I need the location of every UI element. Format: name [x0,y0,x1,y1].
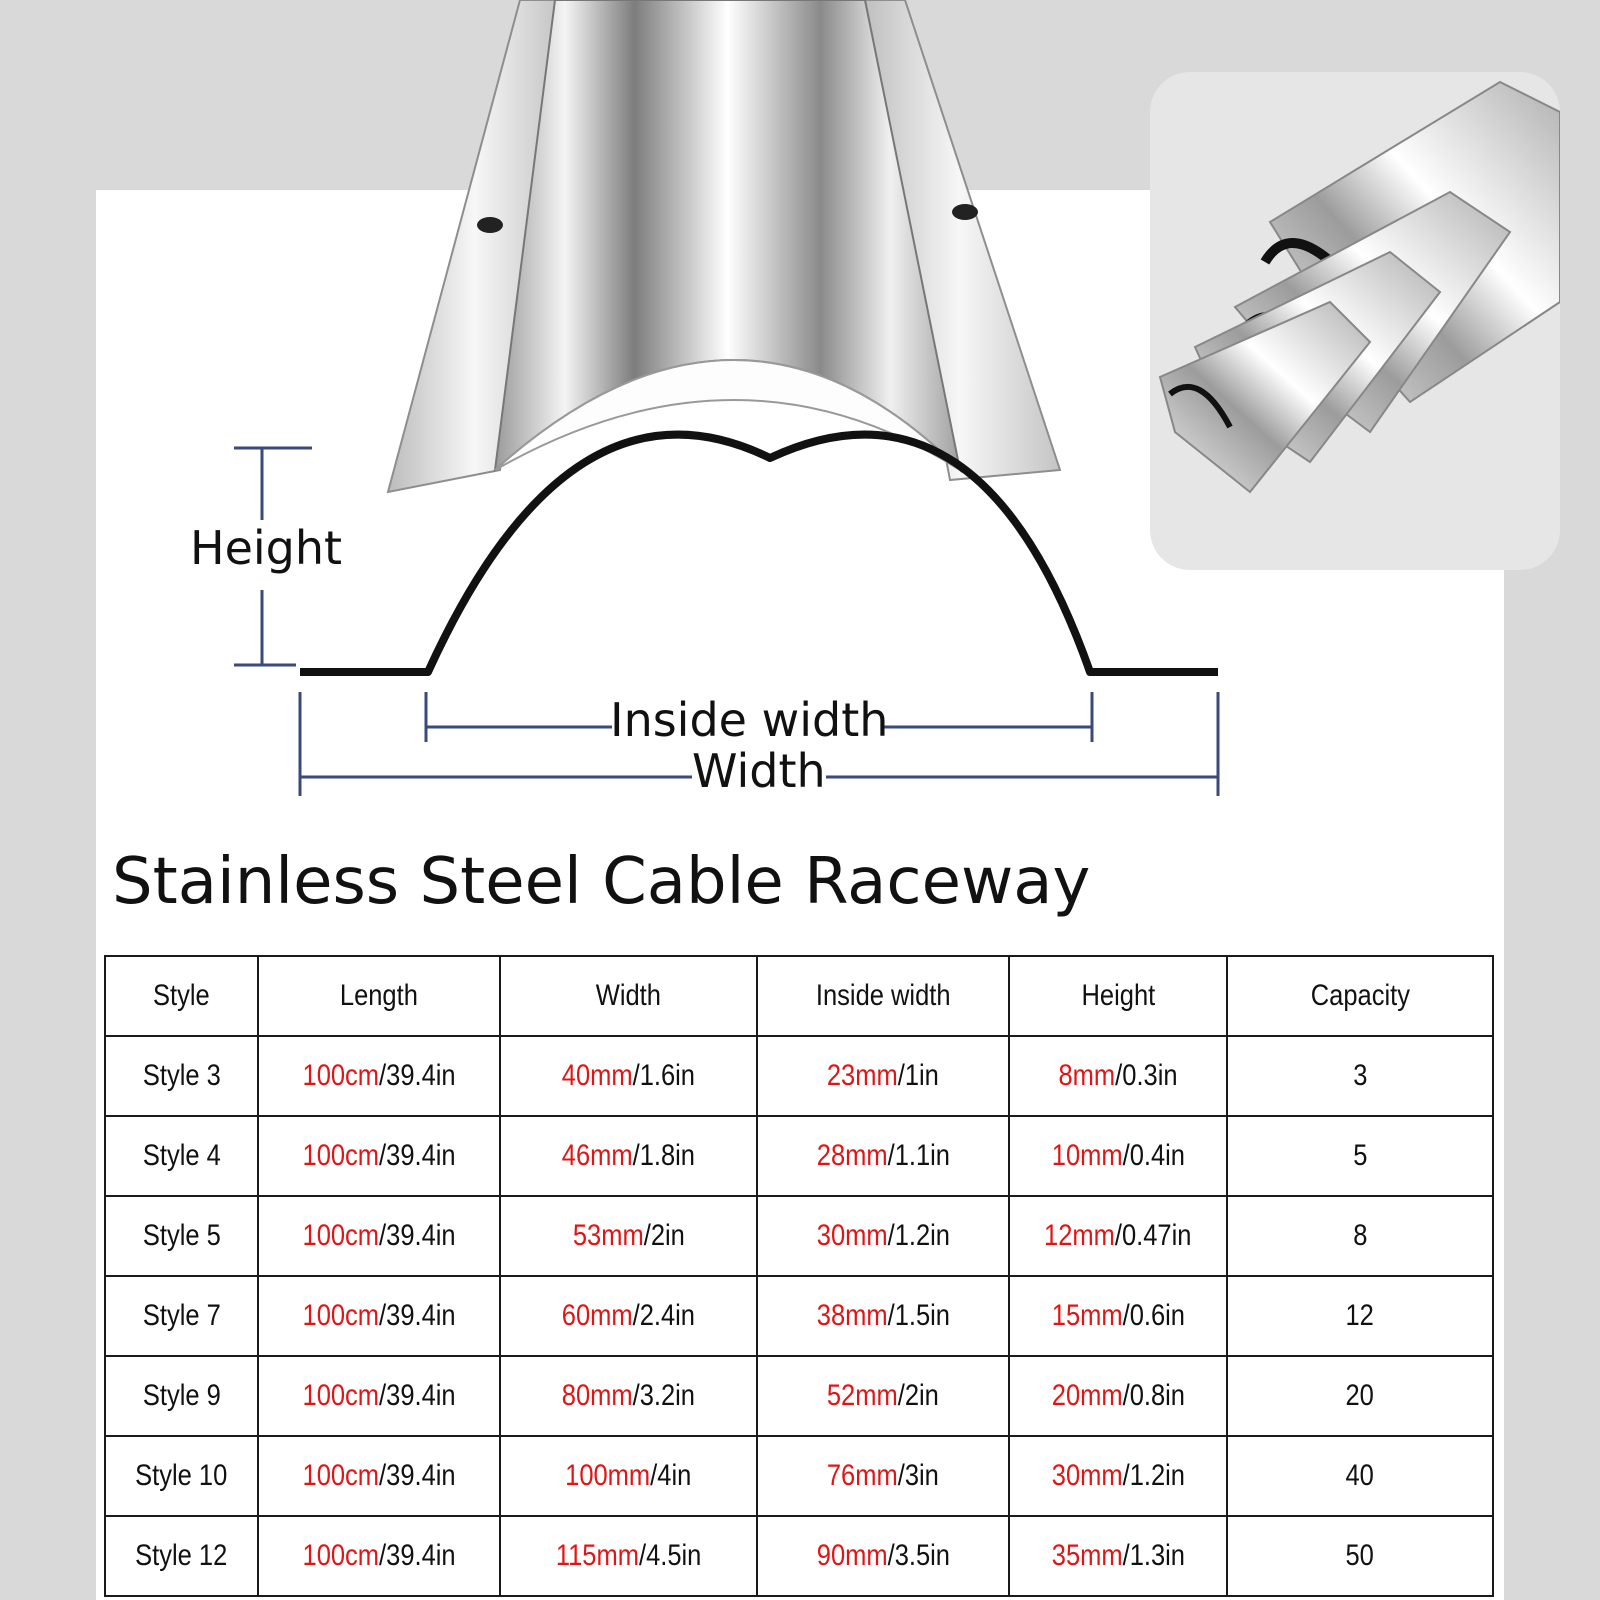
cell-capacity: 5 [1227,1116,1493,1196]
table-row [105,1196,1493,1276]
header-width: Width [500,956,757,1036]
spec-table [104,955,1494,1597]
cell-capacity: 50 [1227,1516,1493,1596]
nested-sizes-thumbnail [1150,72,1560,570]
table-row [105,1356,1493,1436]
cell-capacity: 8 [1227,1196,1493,1276]
cell-length: 100cm/39.4in [258,1036,500,1116]
inside-width-label: Inside width [610,693,889,747]
cell-inside-width: 23mm/1in [757,1036,1009,1116]
header-length: Length [258,956,500,1036]
cell-style: Style 9 [105,1356,258,1436]
cell-width: 46mm/1.8in [500,1116,757,1196]
cell-style: Style 5 [105,1196,258,1276]
cell-length: 100cm/39.4in [258,1356,500,1436]
cell-style: Style 12 [105,1516,258,1596]
cell-width: 100mm/4in [500,1436,757,1516]
cell-height: 15mm/0.6in [1009,1276,1227,1356]
screw-hole-left [477,217,503,233]
table-row [105,1516,1493,1596]
cell-capacity: 40 [1227,1436,1493,1516]
cell-style: Style 4 [105,1116,258,1196]
cell-height: 30mm/1.2in [1009,1436,1227,1516]
cell-capacity: 12 [1227,1276,1493,1356]
cell-inside-width: 38mm/1.5in [757,1276,1009,1356]
cell-inside-width: 76mm/3in [757,1436,1009,1516]
page-title: Stainless Steel Cable Raceway [112,845,1091,919]
table-row [105,1436,1493,1516]
cell-width: 40mm/1.6in [500,1036,757,1116]
cell-length: 100cm/39.4in [258,1276,500,1356]
cell-height: 10mm/0.4in [1009,1116,1227,1196]
cell-inside-width: 30mm/1.2in [757,1196,1009,1276]
cell-height: 12mm/0.47in [1009,1196,1227,1276]
header-style: Style [105,956,258,1036]
table-row [105,1036,1493,1116]
cell-inside-width: 28mm/1.1in [757,1116,1009,1196]
cell-width: 80mm/3.2in [500,1356,757,1436]
cell-height: 35mm/1.3in [1009,1516,1227,1596]
cell-style: Style 10 [105,1436,258,1516]
header-height: Height [1009,956,1227,1036]
cell-style: Style 7 [105,1276,258,1356]
cell-length: 100cm/39.4in [258,1436,500,1516]
table-row [105,1116,1493,1196]
cell-width: 60mm/2.4in [500,1276,757,1356]
cell-inside-width: 52mm/2in [757,1356,1009,1436]
cell-inside-width: 90mm/3.5in [757,1516,1009,1596]
cell-capacity: 20 [1227,1356,1493,1436]
header-inside-width: Inside width [757,956,1009,1036]
cell-style: Style 3 [105,1036,258,1116]
screw-hole-right [952,204,978,220]
cell-height: 20mm/0.8in [1009,1356,1227,1436]
cell-length: 100cm/39.4in [258,1516,500,1596]
table-header-row [105,956,1493,1036]
height-label: Height [190,521,343,575]
header-capacity: Capacity [1227,956,1493,1036]
cell-length: 100cm/39.4in [258,1116,500,1196]
nested-raceways-image [1150,72,1560,570]
cell-length: 100cm/39.4in [258,1196,500,1276]
cell-width: 115mm/4.5in [500,1516,757,1596]
cell-height: 8mm/0.3in [1009,1036,1227,1116]
width-label: Width [692,744,826,798]
cell-capacity: 3 [1227,1036,1493,1116]
table-row [105,1276,1493,1356]
cell-width: 53mm/2in [500,1196,757,1276]
